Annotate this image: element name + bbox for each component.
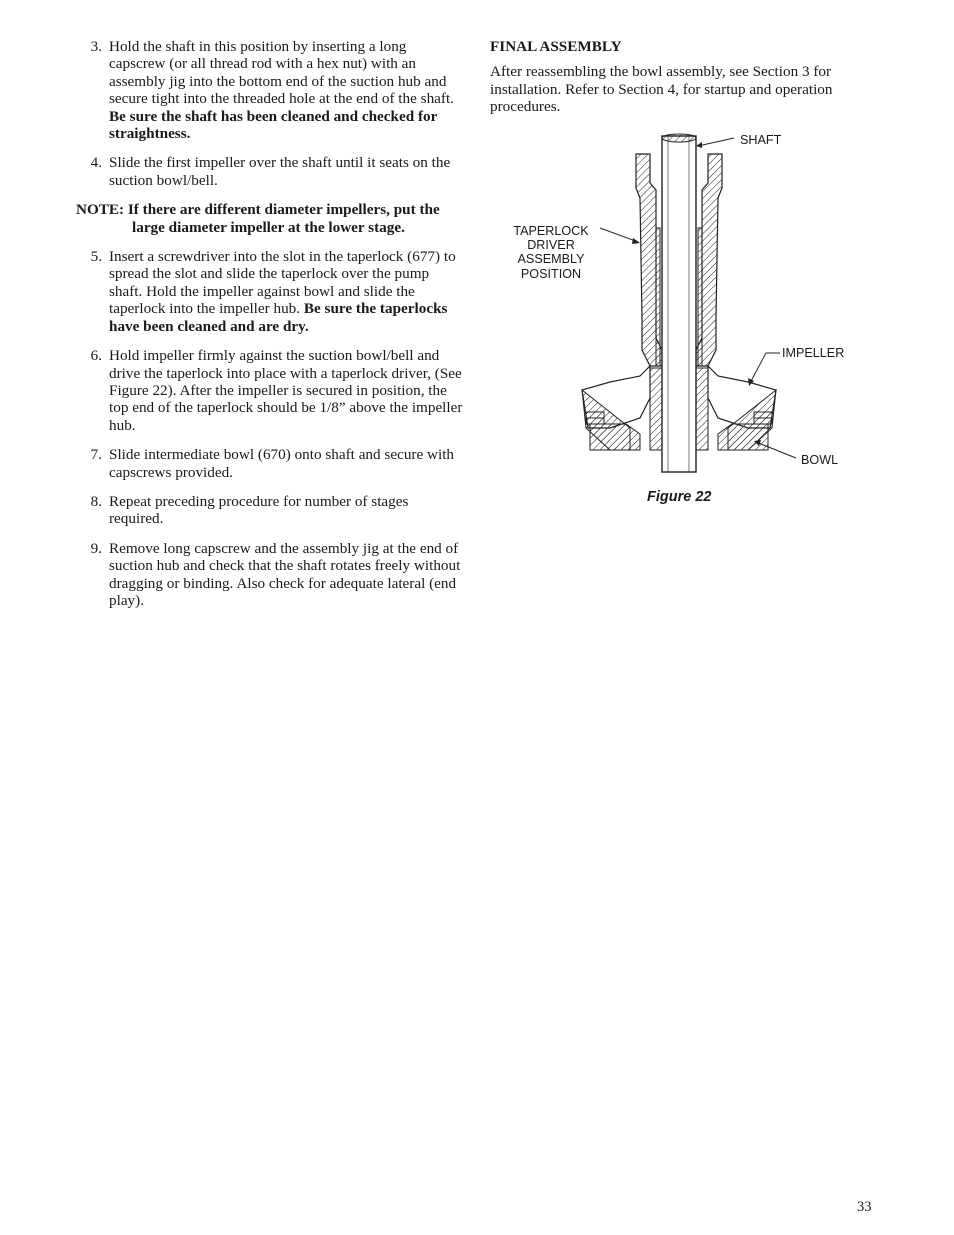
step-number: 7. [90,446,102,464]
step-number: 9. [90,539,102,557]
note-text: NOTE: If there are different diameter impellers, put the large diameter impeller at the lower stage. [76,201,440,236]
shaft-leader [698,138,734,146]
step-number: 8. [90,492,102,510]
section-paragraph: After reassembling the bowl assembly, see Section 3 for installation. Refer to Section 4, for startup and operation procedures. [490,63,833,116]
step-text: Insert a screwdriver into the slot in the taperlock (677) to spread the slot and slide the taperlock over the pump shaft. Hold the impeller against bowl and slide the taperlock into the impeller hub. [109,248,456,318]
instructions-column [76,38,466,621]
step-number: 6. [90,347,102,365]
taperlock-label-line: ASSEMBLY [517,252,585,267]
taperlock-right [698,228,702,366]
figure-caption: Figure 22 [647,489,712,505]
step-number: 4. [90,154,102,172]
step-warning: Be sure the shaft has been cleaned and checked for straightness. [109,107,438,143]
page-number: 33 [857,1199,872,1215]
step-text: Slide intermediate bowl (670) onto shaft and secure with capscrews provided. [109,446,455,481]
taperlock-label [508,224,594,281]
step-5 [76,248,466,335]
figure-22-diagram [490,128,890,488]
impeller-label: IMPELLER [782,346,845,360]
pump-assembly-drawing [490,128,890,488]
step-warning: Be sure the taperlocks have been cleaned and are dry. [109,300,448,335]
taperlock-label-line: POSITION [520,266,582,281]
step-number: 5. [90,248,102,266]
taperlock-label-line: TAPERLOCK [513,224,589,238]
taperlock-leader [600,228,638,242]
step-6 [76,347,466,434]
step-4 [76,154,466,189]
step-number: 3. [90,38,102,55]
step-text: Hold the shaft in this position by inserting a long capscrew (or all thread rod with a hex nut) with an assembly jig into the bottom end of the suction hub and secure tight into the threaded hole at the end of the shaft. [109,38,454,108]
step-3 [76,38,466,142]
bowl-label: BOWL [801,453,839,467]
shaft [662,136,696,472]
step-text: Hold impeller firmly against the suction bowl/bell and drive the taperlock into place with a taperlock driver, (See Figure 22). After the impeller is secured in position, the top end of the taperlock should be 1/8” above the impeller hub. [109,347,463,434]
section-heading: FINAL ASSEMBLY [490,38,622,55]
shaft-label: SHAFT [740,133,782,147]
step-text: Repeat preceding procedure for number of stages required. [109,492,409,528]
step-7 [76,446,466,481]
step-text: Slide the first impeller over the shaft until it seats on the suction bowl/bell. [109,154,451,189]
step-8 [76,493,466,528]
taperlock-label-line: DRIVER [527,238,575,253]
step-9 [76,540,466,610]
taperlock-left [656,228,660,366]
impeller-leader [750,353,780,383]
final-assembly-section [490,38,880,116]
step-text: Remove long capscrew and the assembly jig at the end of suction hub and check that the shaft rotates freely without dragging or binding. Also check for adequate lateral (end play). [109,539,461,609]
